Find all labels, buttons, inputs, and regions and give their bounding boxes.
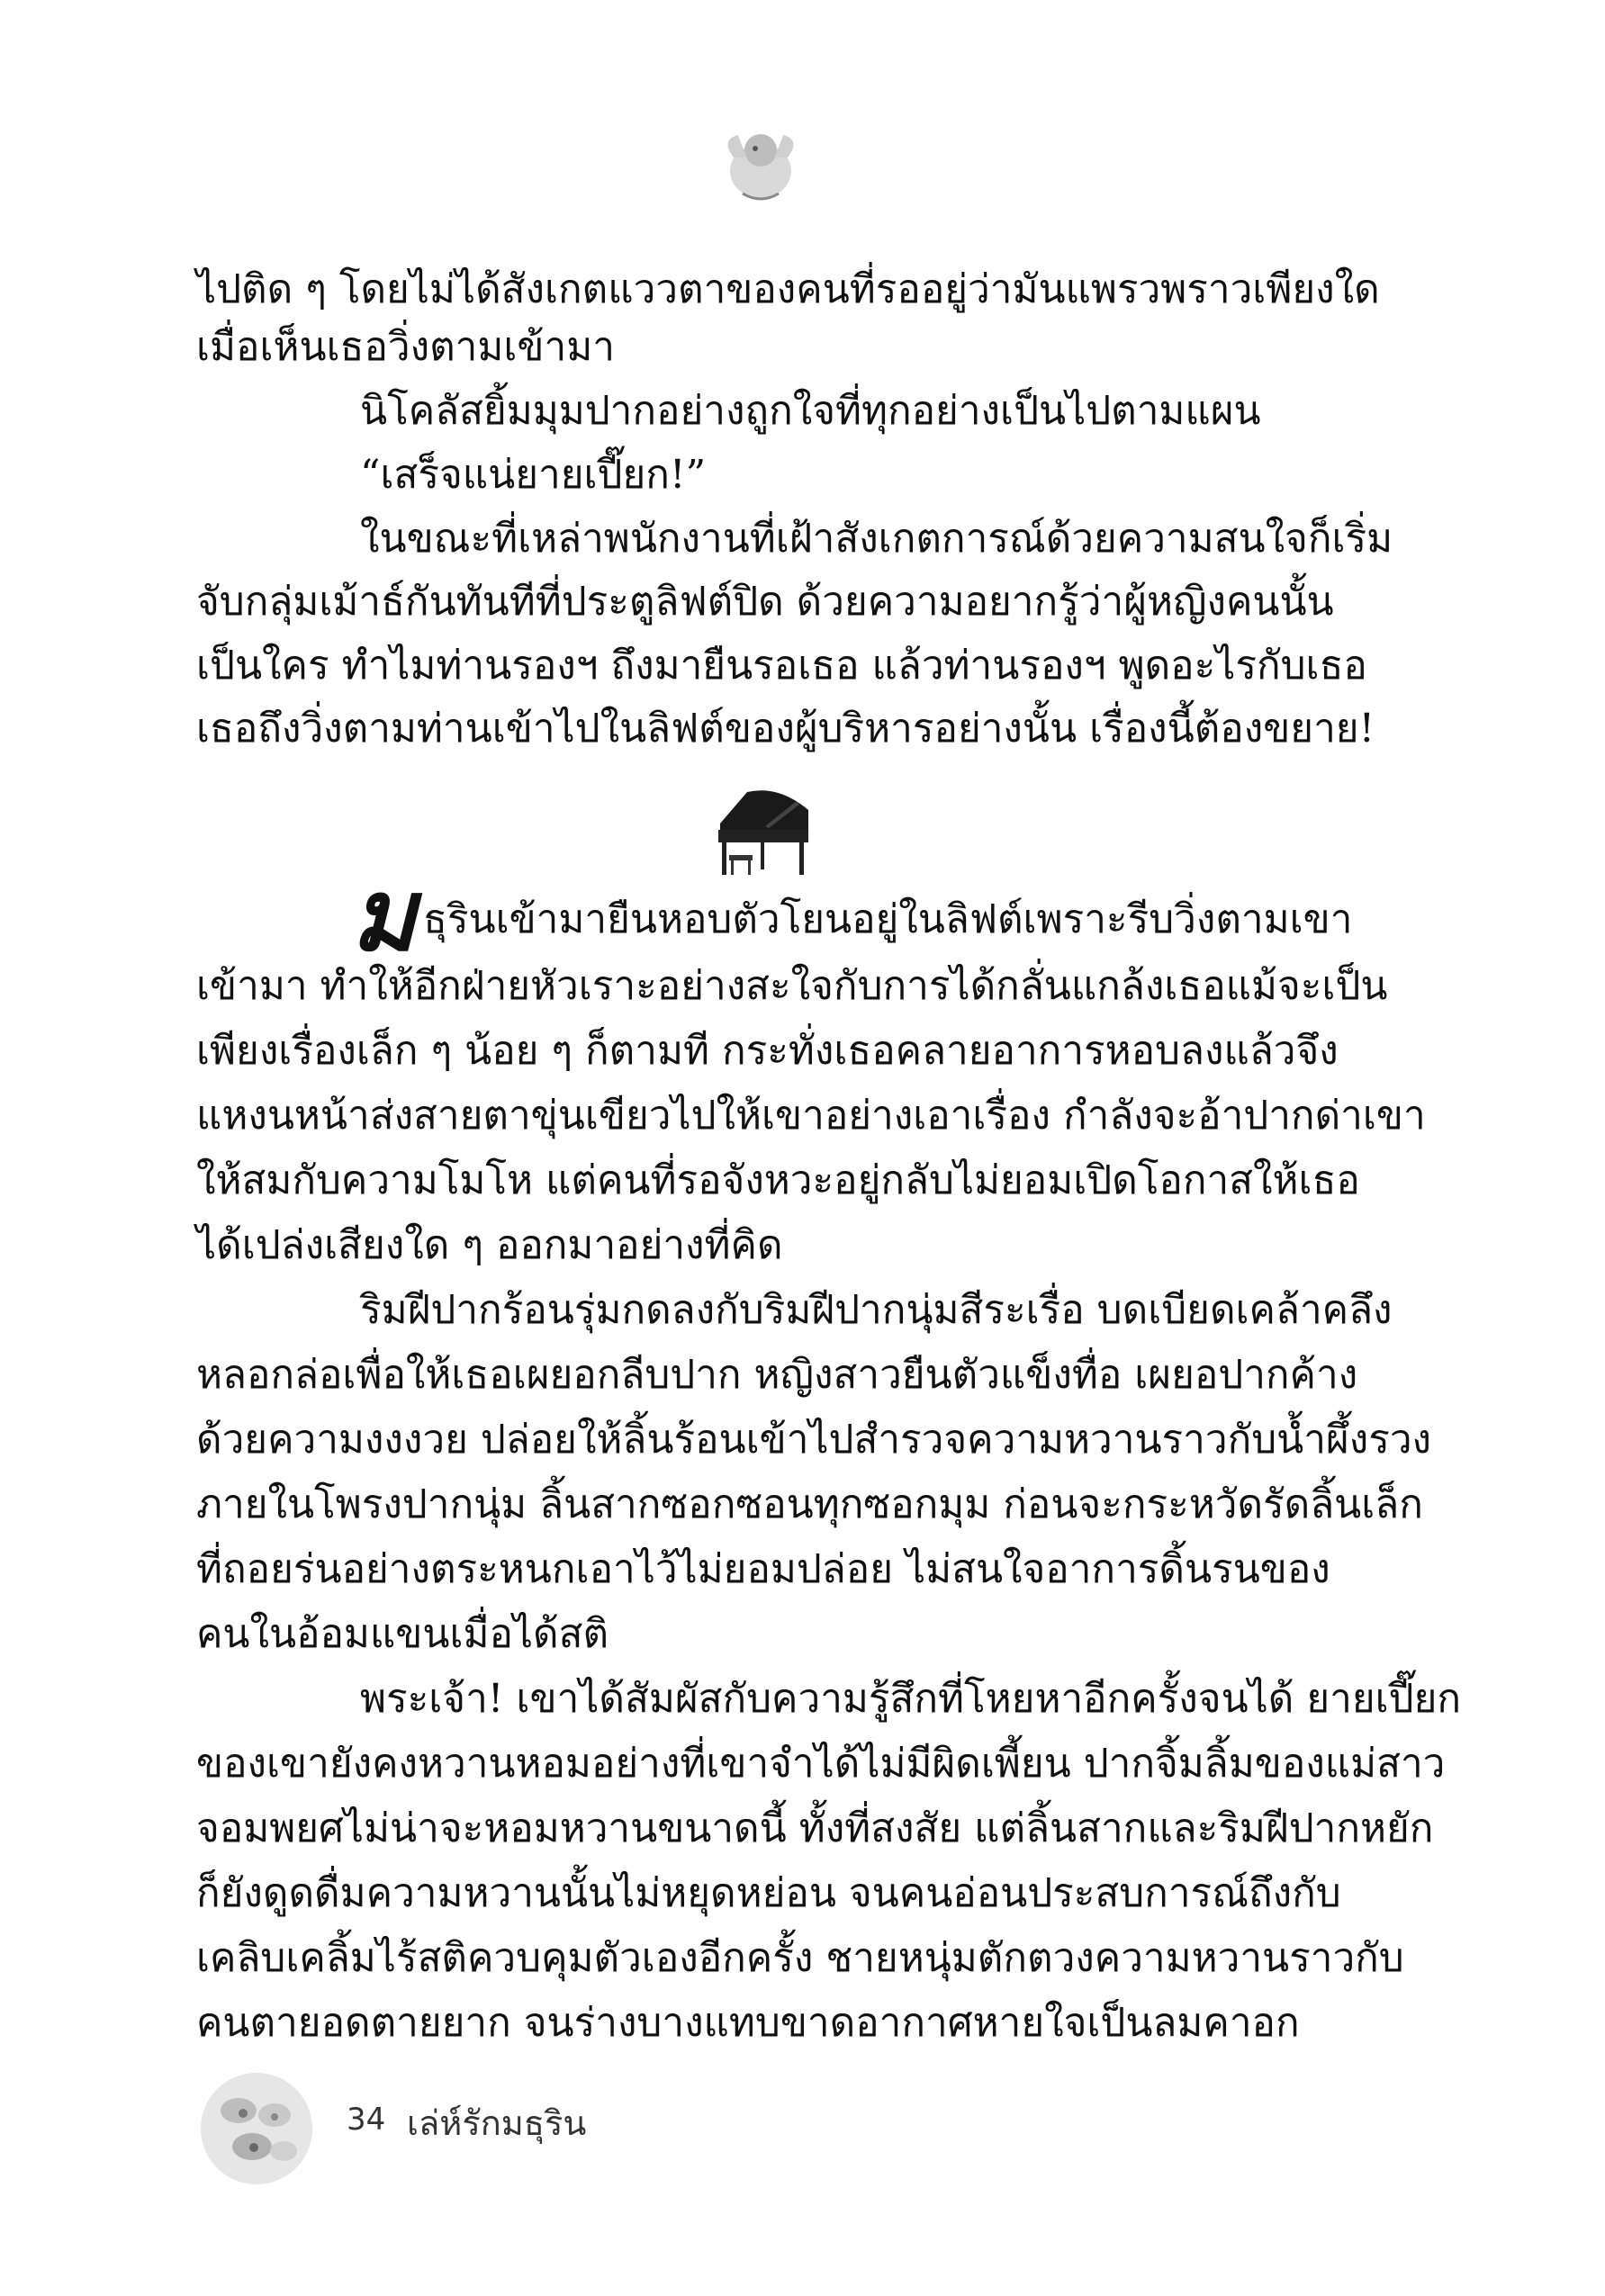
text-line: นิโคลัสยิ้มมุมปากอย่างถูกใจที่ทุกอย่างเป็นไปตามแผน: [360, 388, 1261, 434]
grand-piano-icon: [711, 783, 819, 882]
text-line: เข้ามา ทำให้อีกฝ่ายหัวเราะอย่างสะใจกับการได้กลั่นแกล้งเธอแม้จะเป็น: [196, 963, 1388, 1009]
text-line: “เสร็จแน่ยายเปี๊ยก!”: [360, 452, 707, 498]
cupid-ornament-icon: [716, 122, 806, 207]
text-line: จอมพยศไม่น่าจะหอมหวานขนาดนี้ ทั้งที่สงสัย แต่ลิ้นสากและริมฝีปากหยัก: [196, 1805, 1434, 1851]
text-line: ในขณะที่เหล่าพนักงานที่เฝ้าสังเกตการณ์ด้วยความสนใจก็เริ่ม: [360, 516, 1393, 562]
text-line: ของเขายังคงหวานหอมอย่างที่เขาจำได้ไม่มีผิดเพี้ยน ปากจิ้มลิ้มของแม่สาว: [196, 1741, 1446, 1787]
drop-cap-letter: ม: [351, 857, 417, 973]
flower-bouquet-icon: [189, 2061, 324, 2196]
text-line: คนตายอดตายยาก จนร่างบางแทบขาดอากาศหายใจเป็นลมคาอก: [196, 2000, 1300, 2046]
text-line: พระเจ้า! เขาได้สัมผัสกับความรู้สึกที่โหยหาอีกครั้งจนได้ ยายเปี๊ยก: [360, 1676, 1461, 1722]
text-line: ด้วยความงงงวย ปล่อยให้ลิ้นร้อนเข้าไปสำรวจความหวานราวกับน้ำผึ้งรวง: [196, 1417, 1432, 1463]
text-line: หลอกล่อเพื่อให้เธอเผยอกลีบปาก หญิงสาวยืนตัวแข็งทื่อ เผยอปากค้าง: [196, 1352, 1358, 1398]
text-line: เมื่อเห็นเธอวิ่งตามเข้ามา: [196, 324, 615, 370]
text-line: ไปติด ๆ โดยไม่ได้สังเกตแววตาของคนที่รออยู่ว่ามันแพรวพราวเพียงใด: [196, 266, 1380, 312]
text-line: คนในอ้อมแขนเมื่อได้สติ: [196, 1611, 609, 1657]
text-line: ธุรินเข้ามายืนหอบตัวโยนอยู่ในลิฟต์เพราะรีบวิ่งตามเขา: [423, 896, 1353, 942]
text-line: จับกลุ่มเม้าธ์กันทันทีที่ประตูลิฟต์ปิด ด้วยความอยากรู้ว่าผู้หญิงคนนั้น: [196, 579, 1334, 625]
text-line: ได้เปล่งเสียงใด ๆ ออกมาอย่างที่คิด: [196, 1222, 783, 1268]
book-title: เล่ห์รักมธุริน: [407, 2103, 587, 2143]
text-line: ก็ยังดูดดื่มความหวานนั้นไม่หยุดหย่อน จนคนอ่อนประสบการณ์ถึงกับ: [196, 1870, 1341, 1916]
text-line: เธอถึงวิ่งตามท่านเข้าไปในลิฟต์ของผู้บริหารอย่างนั้น เรื่องนี้ต้องขยาย!: [196, 706, 1375, 752]
text-line: ที่ถอยร่นอย่างตระหนกเอาไว้ไม่ยอมปล่อย ไม่สนใจอาการดิ้นรนของ: [196, 1546, 1330, 1592]
text-line: เพียงเรื่องเล็ก ๆ น้อย ๆ ก็ตามที กระทั่งเธอคลายอาการหอบลงแล้วจึง: [196, 1028, 1339, 1074]
text-line: แหงนหน้าส่งสายตาขุ่นเขียวไปให้เขาอย่างเอาเรื่อง กำลังจะอ้าปากด่าเขา: [196, 1093, 1426, 1139]
text-line: เคลิบเคลิ้มไร้สติควบคุมตัวเองอีกครั้ง ชายหนุ่มตักตวงความหวานราวกับ: [196, 1935, 1404, 1981]
text-line: ให้สมกับความโมโห แต่คนที่รอจังหวะอยู่กลับไม่ยอมเปิดโอกาสให้เธอ: [196, 1157, 1360, 1203]
text-line: เป็นใคร ทำไมท่านรองฯ ถึงมายืนรอเธอ แล้วท่านรองฯ พูดอะไรกับเธอ: [196, 643, 1367, 689]
text-line: ริมฝีปากร้อนรุ่มกดลงกับริมฝีปากนุ่มสีระเรื่อ บดเบียดเคล้าคลึง: [360, 1287, 1393, 1333]
page-number: 34: [347, 2102, 386, 2138]
text-line: ภายในโพรงปากนุ่ม ลิ้นสากซอกซอนทุกซอกมุม ก่อนจะกระหวัดรัดลิ้นเล็ก: [196, 1481, 1423, 1527]
